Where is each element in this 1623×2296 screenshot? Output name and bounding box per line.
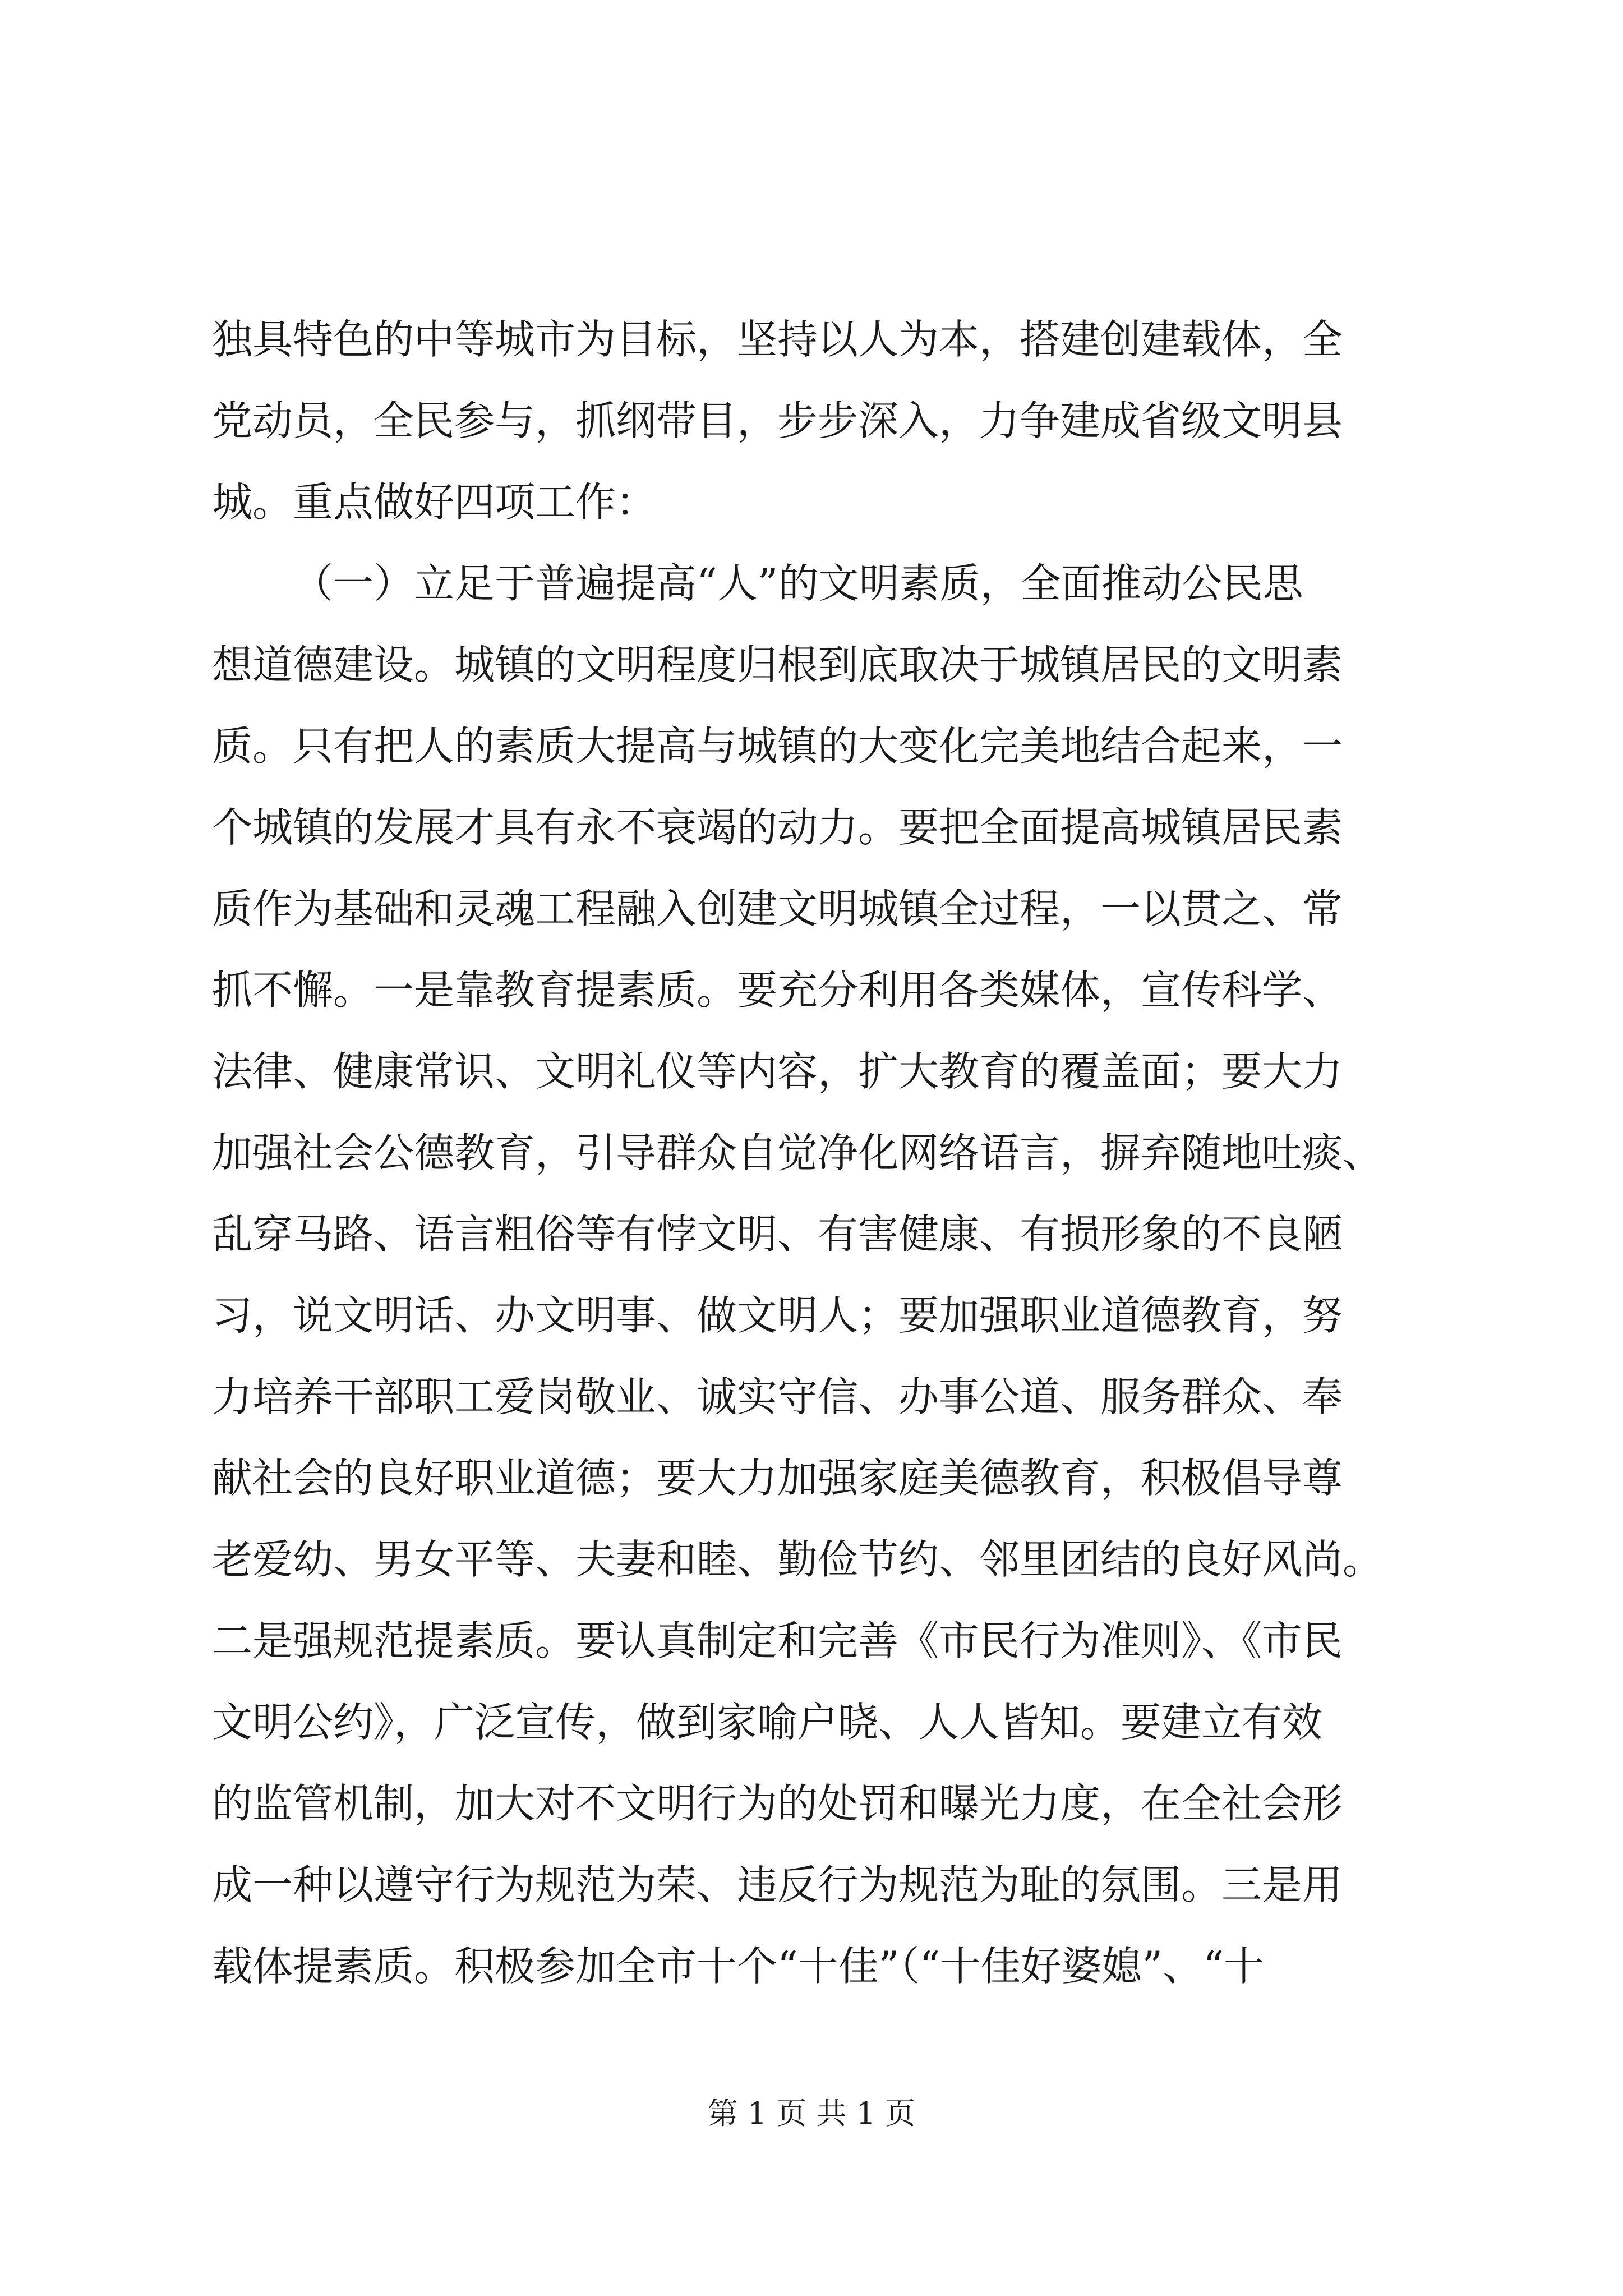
text-line: 城。重点做好四项工作： (212, 478, 657, 526)
document-body (212, 299, 1418, 2007)
text-line: 载体提素质。积极参加全市十个“十佳”（“十佳好婆媳”、“十 (212, 1943, 1265, 1990)
text-line: 力培养干部职工爱岗敬业、诚实守信、办事公道、服务群众、奉 (212, 1373, 1343, 1420)
text-line: 独具特色的中等城市为目标，坚持以人为本，搭建创建载体，全 (212, 316, 1343, 363)
text-line-indented: （一）立足于普遍提高“人”的文明素质，全面推动公民思 (293, 560, 1303, 607)
text-line: 质作为基础和灵魂工程融入创建文明城镇全过程，一以贯之、常 (212, 885, 1343, 932)
text-line: 老爱幼、男女平等、夫妻和睦、勤俭节约、邻里团结的良好风尚。 (212, 1536, 1384, 1583)
text-line: 加强社会公德教育，引导群众自觉净化网络语言，摒弃随地吐痰、 (212, 1129, 1384, 1176)
page-number-footer: 第 1 页 共 1 页 (707, 2096, 916, 2131)
text-line: 二是强规范提素质。要认真制定和完善《市民行为准则》、《市民 (212, 1617, 1343, 1664)
text-line: 成一种以遵守行为规范为荣、违反行为规范为耻的氛围。三是用 (212, 1861, 1343, 1908)
text-line: 个城镇的发展才具有永不衰竭的动力。要把全面提高城镇居民素 (212, 804, 1343, 851)
text-line: 乱穿马路、语言粗俗等有悖文明、有害健康、有损形象的不良陋 (212, 1211, 1343, 1258)
text-line: 质。只有把人的素质大提高与城镇的大变化完美地结合起来，一 (212, 723, 1343, 770)
text-line: 法律、健康常识、文明礼仪等内容，扩大教育的覆盖面；要大力 (212, 1048, 1343, 1095)
text-line: 党动员，全民参与，抓纲带目，步步深入，力争建成省级文明县 (212, 397, 1343, 444)
text-line: 抓不懈。一是靠教育提素质。要充分利用各类媒体，宣传科学、 (212, 967, 1343, 1014)
text-line: 的监管机制，加大对不文明行为的处罚和曝光力度，在全社会形 (212, 1780, 1343, 1827)
text-line: 献社会的良好职业道德；要大力加强家庭美德教育，积极倡导尊 (212, 1455, 1343, 1502)
text-line: 想道德建设。城镇的文明程度归根到底取决于城镇居民的文明素 (212, 641, 1343, 688)
text-line: 文明公约》，广泛宣传，做到家喻户晓、人人皆知。要建立有效 (212, 1699, 1323, 1746)
text-line: 习，说文明话、办文明事、做文明人；要加强职业道德教育，努 (212, 1292, 1343, 1339)
